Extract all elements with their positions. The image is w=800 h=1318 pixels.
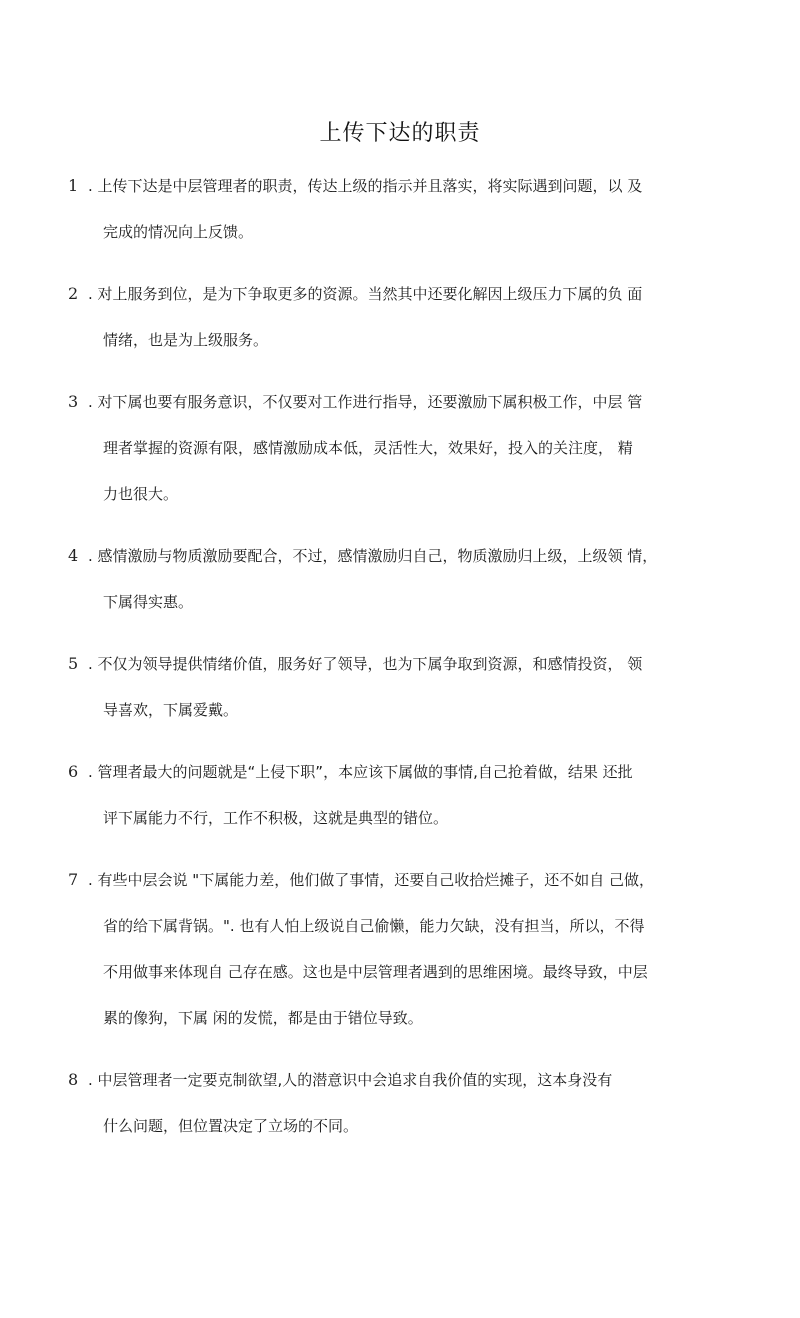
list-item-text: 省的给下属背锅。". 也有人怕上级说自己偷懒，能力欠缺，没有担当，所以，不得 (103, 917, 645, 935)
list-item-text: 理者掌握的资源有限，感情激励成本低，灵活性大，效果好，投入的关注度， 精 (103, 439, 633, 457)
list-item-first-line (68, 542, 734, 588)
list-item (68, 280, 734, 372)
list-item-first-line (68, 172, 734, 218)
list-item-text: 情绪，也是为上级服务。 (103, 331, 269, 349)
list-item-text: . 有些中层会说 "下属能力差，他们做了事情，还要自己收拾烂摊子，还不如自 己做， (88, 871, 654, 889)
list-item-continuation-line (68, 588, 734, 634)
list-item-text: 力也很大。 (103, 485, 179, 503)
list-item-text: 不用做事来体现自 己存在感。这也是中层管理者遇到的思维困境。最终导致，中层 (103, 963, 648, 981)
list-item-number: 1 (68, 176, 79, 195)
list-item-number: 4 (68, 546, 79, 565)
list-item-continuation-line (68, 1112, 734, 1158)
list-item-continuation-line (68, 958, 734, 1004)
list-item-text: . 中层管理者一定要克制欲望,人的潜意识中会追求自我价值的实现，这本身没有 (88, 1071, 613, 1089)
list-item-text: 什么问题，但位置决定了立场的不同。 (103, 1117, 359, 1135)
list-item-text: . 上传下达是中层管理者的职责，传达上级的指示并且落实，将实际遇到问题，以 及 (88, 177, 643, 195)
list-item-continuation-line (68, 912, 734, 958)
list-item-text: 评下属能力不行，工作不积极，这就是典型的错位。 (103, 809, 449, 827)
list-item (68, 758, 734, 850)
list-item (68, 542, 734, 634)
list-item-first-line (68, 866, 734, 912)
list-item (68, 172, 734, 264)
page-title: 上传下达的职责 (319, 121, 481, 146)
list-item-text: . 不仅为领导提供情绪价值，服务好了领导，也为下属争取到资源，和感情投资， 领 (88, 655, 643, 673)
list-item-number: 5 (68, 654, 79, 673)
list-item-continuation-line (68, 480, 734, 526)
list-item-first-line (68, 1066, 734, 1112)
list-item (68, 866, 734, 1050)
list-item-number: 8 (68, 1070, 79, 1089)
list-item-number: 7 (68, 870, 79, 889)
list-item-text: . 对上服务到位，是为下争取更多的资源。当然其中还要化解因上级压力下属的负 面 (88, 285, 643, 303)
list-item (68, 388, 734, 526)
list-item-first-line (68, 650, 734, 696)
list-item-first-line (68, 280, 734, 326)
list-item-number: 6 (68, 762, 79, 781)
list-item-first-line (68, 758, 734, 804)
list-item-first-line (68, 388, 734, 434)
list-item-text: 下属得实惠。 (103, 593, 194, 611)
list-item-text: 累的像狗，下属 闲的发慌，都是由于错位导致。 (103, 1009, 423, 1027)
list-item (68, 650, 734, 742)
list-item-continuation-line (68, 326, 734, 372)
list-item-text: . 感情激励与物质激励要配合，不过，感情激励归自己，物质激励归上级，上级领 情， (88, 547, 658, 565)
numbered-list (68, 172, 734, 1174)
list-item (68, 1066, 734, 1158)
list-item-number: 2 (68, 284, 79, 303)
list-item-text: 导喜欢，下属爱戴。 (103, 701, 239, 719)
list-item-continuation-line (68, 218, 734, 264)
list-item-continuation-line (68, 804, 734, 850)
list-item-continuation-line (68, 696, 734, 742)
list-item-continuation-line (68, 1004, 734, 1050)
list-item-continuation-line (68, 434, 734, 480)
list-item-number: 3 (68, 392, 79, 411)
list-item-text: 完成的情况向上反馈。 (103, 223, 254, 241)
list-item-text: . 管理者最大的问题就是“上侵下职”，本应该下属做的事情,自己抢着做，结果 还批 (88, 763, 633, 781)
list-item-text: . 对下属也要有服务意识，不仅要对工作进行指导，还要激励下属积极工作，中层 管 (88, 393, 643, 411)
